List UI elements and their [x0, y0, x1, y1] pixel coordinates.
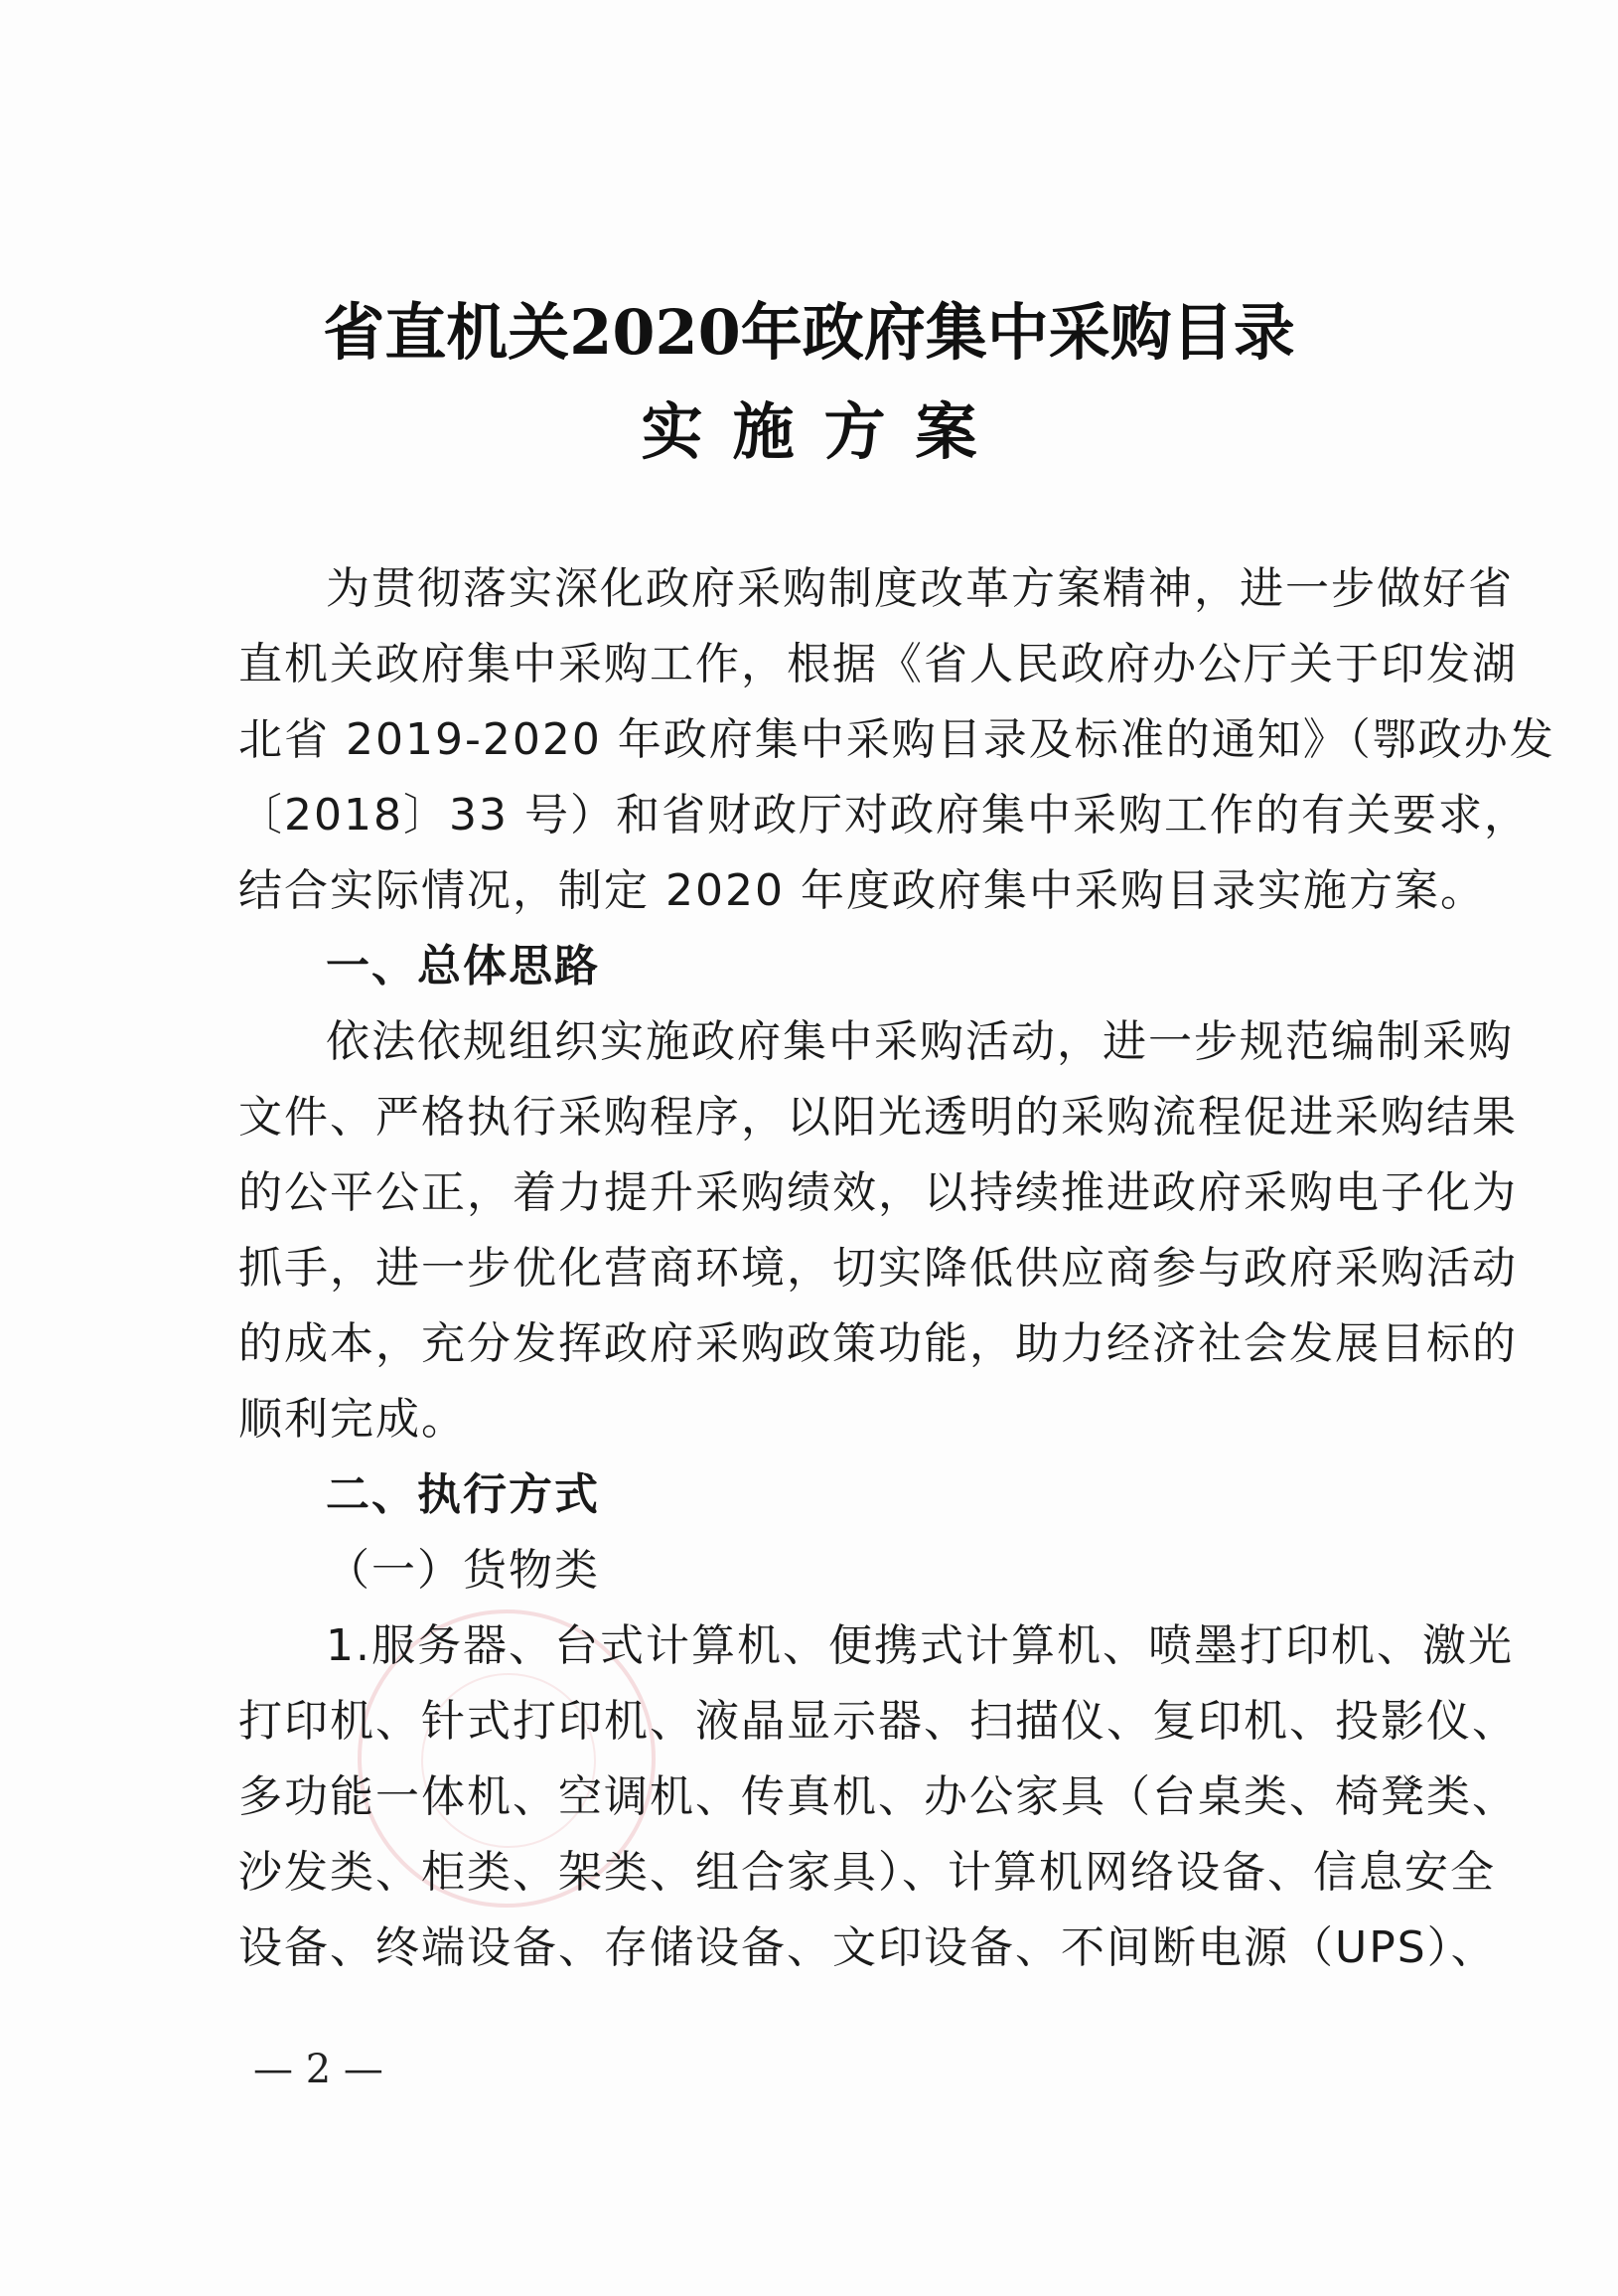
- document-title-line2: 实施方案: [641, 395, 1007, 468]
- body-line: 的公平公正，着力提升采购绩效，以持续推进政府采购电子化为: [238, 1167, 1518, 1218]
- body-line: 的成本，充分发挥政府采购政策功能，助力经济社会发展目标的: [238, 1318, 1518, 1369]
- body-line: 结合实际情况，制定 2020 年度政府集中采购目录实施方案。: [238, 865, 1486, 916]
- document-body: [238, 551, 1555, 1986]
- section-heading: 一、总体思路: [326, 941, 600, 992]
- body-line: 设备、终端设备、存储设备、文印设备、不间断电源（UPS）、: [238, 1922, 1497, 1973]
- body-line: 〔2018〕33 号）和省财政厅对政府集中采购工作的有关要求，: [238, 790, 1530, 841]
- body-line: 顺利完成。: [238, 1394, 467, 1445]
- body-line: 为贯彻落实深化政府采购制度改革方案精神，进一步做好省: [326, 563, 1514, 614]
- body-line: 1.服务器、台式计算机、便携式计算机、喷墨打印机、激光: [326, 1620, 1514, 1671]
- body-line: 依法依规组织实施政府集中采购活动，进一步规范编制采购: [326, 1016, 1514, 1067]
- body-line: 打印机、针式打印机、液晶显示器、扫描仪、复印机、投影仪、: [238, 1696, 1518, 1747]
- document-title-line1: 省直机关2020年政府集中采购目录: [323, 296, 1295, 369]
- body-line: 直机关政府集中采购工作，根据《省人民政府办公厅关于印发湖: [238, 639, 1518, 689]
- body-line: 多功能一体机、空调机、传真机、办公家具（台桌类、椅凳类、: [238, 1771, 1518, 1822]
- body-line: 沙发类、柜类、架类、组合家具）、计算机网络设备、信息安全: [238, 1847, 1496, 1898]
- body-line: 抓手，进一步优化营商环境，切实降低供应商参与政府采购活动: [238, 1243, 1518, 1294]
- page-number: — 2 —: [253, 2047, 383, 2092]
- body-line: 文件、严格执行采购程序，以阳光透明的采购流程促进采购结果: [238, 1092, 1518, 1143]
- body-line: （一）货物类: [326, 1545, 600, 1596]
- section-heading: 二、执行方式: [326, 1469, 600, 1520]
- body-line: 北省 2019-2020 年政府集中采购目录及标准的通知》（鄂政办发: [238, 714, 1555, 765]
